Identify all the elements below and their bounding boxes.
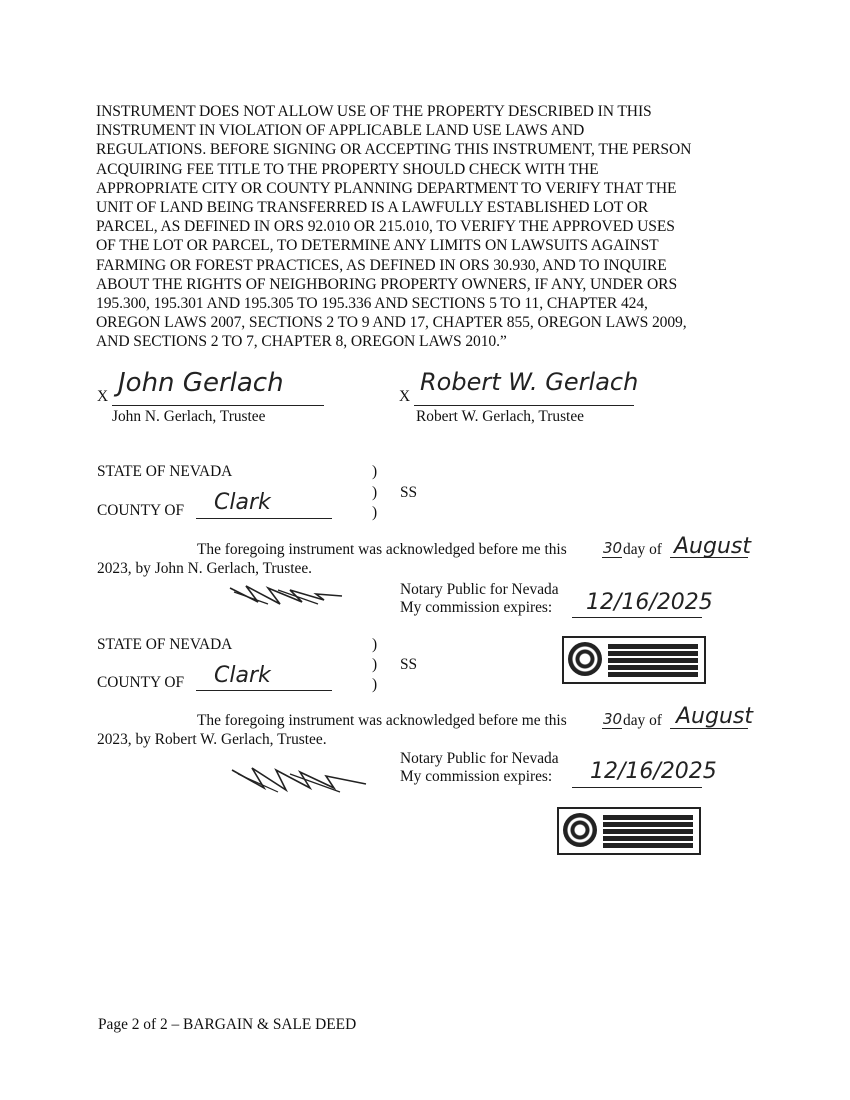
notice-line: ACQUIRING FEE TITLE TO THE PROPERTY SHOULD CHECK WITH THE: [96, 160, 599, 178]
notary-title: Notary Public for Nevada: [400, 750, 559, 767]
stamp-text: [608, 642, 698, 678]
notary-stamp: [562, 636, 706, 684]
day-value: 30: [603, 710, 623, 728]
county-line: [196, 518, 332, 519]
notice-line: INSTRUMENT DOES NOT ALLOW USE OF THE PROPERTY DESCRIBED IN THIS: [96, 103, 652, 120]
stamp-text: [603, 813, 693, 849]
day-of-label: day of: [623, 541, 662, 558]
county-value: Clark: [214, 490, 271, 515]
signature-line-robert: [414, 405, 634, 406]
state-label: STATE OF NEVADA: [97, 463, 233, 480]
notice-line: APPROPRIATE CITY OR COUNTY PLANNING DEPARTMENT TO VERIFY THAT THE: [96, 179, 677, 197]
notice-line: OREGON LAWS 2007, SECTIONS 2 TO 9 AND 17, CHAPTER 855, OREGON LAWS 2009,: [96, 314, 687, 332]
notary-seal-icon: [563, 813, 597, 847]
notary-signature-1: [228, 584, 344, 608]
notice-line: PARCEL, AS DEFINED IN ORS 92.010 OR 215.010, TO VERIFY THE APPROVED USES: [96, 218, 675, 236]
state-label: STATE OF NEVADA: [97, 636, 233, 653]
bracket: ): [372, 504, 378, 521]
county-label: COUNTY OF: [97, 502, 185, 519]
bracket: ): [372, 463, 378, 480]
notice-line: REGULATIONS. BEFORE SIGNING OR ACCEPTING THIS INSTRUMENT, THE PERSON: [96, 141, 692, 159]
commission-value: 12/16/2025: [590, 759, 717, 784]
month-value: August: [676, 704, 753, 729]
ss-label: SS: [400, 484, 418, 501]
bracket: ): [372, 636, 378, 653]
ack-statement: The foregoing instrument was acknowledged before me this: [197, 712, 567, 729]
day-of-label: day of: [623, 712, 662, 729]
signature-marker-robert: X: [399, 388, 411, 405]
county-label: COUNTY OF: [97, 674, 185, 691]
page-footer: Page 2 of 2 – BARGAIN & SALE DEED: [98, 1016, 357, 1033]
signature-robert: Robert W. Gerlach: [420, 368, 639, 396]
notary-signature-2: [230, 764, 368, 796]
day-line: [602, 728, 622, 729]
notary-stamp: [557, 807, 701, 855]
county-line: [196, 690, 332, 691]
county-value: Clark: [214, 663, 271, 688]
notice-line: ABOUT THE RIGHTS OF NEIGHBORING PROPERTY OWNERS, IF ANY, UNDER ORS: [96, 275, 678, 293]
commission-label: My commission expires:: [400, 768, 553, 785]
notice-paragraph: [96, 102, 776, 352]
bracket: ): [372, 676, 378, 693]
commission-line: [572, 787, 702, 788]
ack-statement: The foregoing instrument was acknowledged before me this: [197, 541, 567, 558]
notice-line: FARMING OR FOREST PRACTICES, AS DEFINED IN ORS 30.930, AND TO INQUIRE: [96, 256, 667, 274]
commission-line: [572, 617, 702, 618]
bracket: ): [372, 484, 378, 501]
bracket: ): [372, 656, 378, 673]
day-value: 30: [603, 539, 623, 557]
notice-line: 195.300, 195.301 AND 195.305 TO 195.336 AND SECTIONS 5 TO 11, CHAPTER 424,: [96, 295, 648, 313]
commission-value: 12/16/2025: [586, 590, 713, 615]
commission-label: My commission expires:: [400, 599, 553, 616]
ack-by-line: 2023, by John N. Gerlach, Trustee.: [97, 560, 313, 577]
day-line: [602, 557, 622, 558]
signature-line-john: [112, 405, 324, 406]
signature-marker-john: X: [97, 388, 109, 405]
signer-name-john: John N. Gerlach, Trustee: [112, 408, 266, 425]
signer-name-robert: Robert W. Gerlach, Trustee: [416, 408, 584, 425]
signature-john: John Gerlach: [118, 368, 284, 398]
month-value: August: [674, 534, 751, 559]
ss-label: SS: [400, 656, 418, 673]
notice-line: INSTRUMENT IN VIOLATION OF APPLICABLE LAND USE LAWS AND: [96, 122, 585, 140]
notice-line: OF THE LOT OR PARCEL, TO DETERMINE ANY LIMITS ON LAWSUITS AGAINST: [96, 237, 659, 255]
ack-by-line: 2023, by Robert W. Gerlach, Trustee.: [97, 731, 327, 748]
notary-title: Notary Public for Nevada: [400, 581, 559, 598]
notice-line: UNIT OF LAND BEING TRANSFERRED IS A LAWFULLY ESTABLISHED LOT OR: [96, 199, 649, 217]
notary-seal-icon: [568, 642, 602, 676]
notice-line: AND SECTIONS 2 TO 7, CHAPTER 8, OREGON LAWS 2010.”: [96, 333, 507, 351]
